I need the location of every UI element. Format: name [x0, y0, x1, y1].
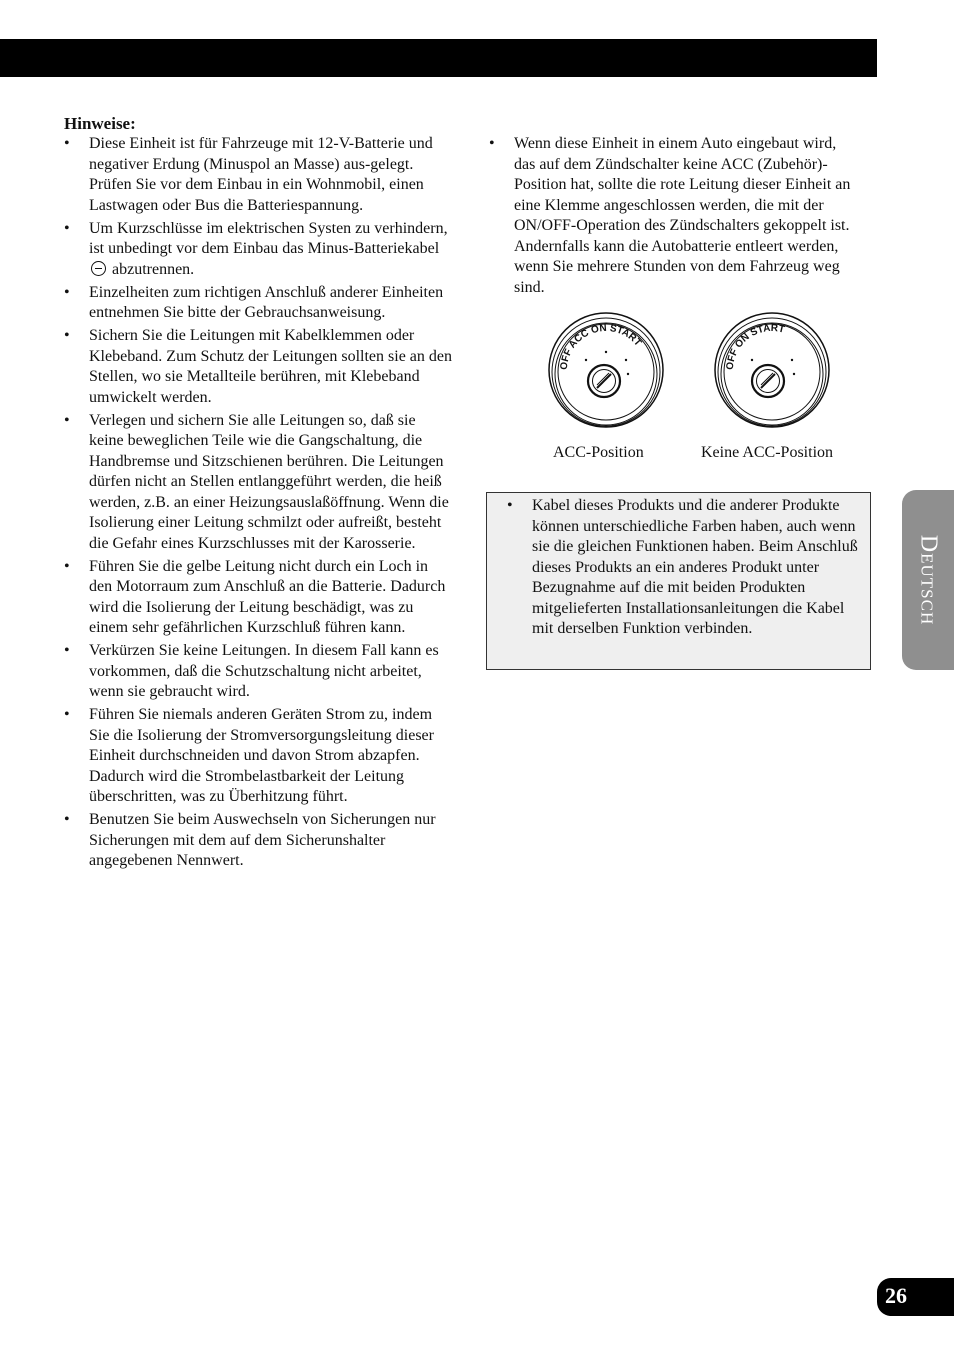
list-item: • Führen Sie niemals anderen Geräten Strom zu, indem Sie die Isolierung der Stromversorgungsleitung dieser Einheit durchschneiden und davon Strom abzapfen. Dadurch wird die Strombelastbarkeit der Leitung überschritten, was zu Überhitzung führt. [64, 705, 452, 808]
note-list [507, 496, 858, 640]
caption-no-acc-position: Keine ACC-Position [701, 444, 834, 461]
language-tab [902, 490, 954, 670]
minus-item-text: Um Kurzschlüsse im elektrischen Systen zu verhindern, ist unbedingt vor dem Einbau das Minus-Batteriekabel [89, 219, 448, 257]
header-bar [0, 39, 877, 77]
ignition-switch-acc-icon [546, 310, 666, 432]
switch-label-start: START [748, 322, 786, 339]
list-item: • Führen Sie die gelbe Leitung nicht durch ein Loch in den Motorraum zum Anschluß an die Batterie. Dadurch wird die Isolierung der Leitung beschädigt, was zu einem sehr gefährlichen Kurzschluß führen kann. [64, 557, 452, 639]
list-item [64, 219, 452, 281]
minus-terminal-icon [91, 261, 106, 276]
note-box [486, 492, 871, 670]
minus-item-text-end: abzutrennen. [112, 260, 195, 278]
page-number-badge [877, 1278, 954, 1316]
list-item: • Wenn diese Einheit in einem Auto eingebaut wird, das auf dem Zündschalter keine ACC (Zubehör)-Position hat, sollte die rote Leitung dieser Einheit an eine Klemme angeschlossen werden, die mit der ON/OFF-Operation des Zündschalters gekoppelt ist. Andernfalls kann die Autobatterie entleert werden, wenn Sie mehrere Stunden von dem Fahrzeug weg sind. [489, 134, 861, 298]
switch-label-off: OFF [558, 347, 575, 371]
list-item: • Verkürzen Sie keine Leitungen. In diesem Fall kann es vorkommen, daß die Schutzschaltung nicht arbeitet, wenn sie gebraucht wird. [64, 641, 452, 703]
notes-list [64, 134, 452, 872]
ignition-diagram [540, 310, 870, 470]
list-item: • Verlegen und sichern Sie alle Leitungen so, daß sie keine beweglichen Teile wie die Gangschaltung, die Handbremse und Sitzschienen berühren. Die Leitungen dürfen nicht an Stellen entlanggeführt werden, die heiß werden, z.B. an einer Heizungsauslaßöffnung. Wenn die Isolierung einer Leitung schmilzt oder aufreißt, besteht die Gefahr eines Kurzschlusses mit der Karosserie. [64, 411, 452, 555]
list-item: • Diese Einheit ist für Fahrzeuge mit 12-V-Batterie und negativer Erdung (Minuspol an Masse) aus-gelegt. Prüfen Sie vor dem Einbau in ein Wohnmobil, einen Lastwagen oder Bus die Batteriespannung. [64, 134, 452, 216]
language-tab-label: Deutsch [915, 534, 942, 626]
notes-heading: Hinweise: [64, 114, 136, 133]
caption-acc-position: ACC-Position [553, 444, 644, 461]
right-list [489, 134, 861, 298]
switch-label-acc: ACC [566, 327, 591, 351]
right-column [489, 134, 861, 301]
list-item: • Einzelheiten zum richtigen Anschluß anderer Einheiten entnehmen Sie bitte der Gebrauchsanweisung. [64, 283, 452, 324]
switch-label-off: OFF [724, 347, 741, 371]
ignition-switch-no-acc-icon [712, 310, 832, 432]
switch-label-on: ON [733, 331, 752, 351]
switch-label-start: START [609, 323, 644, 349]
switch-label-on: ON [589, 322, 608, 337]
list-item: • Sichern Sie die Leitungen mit Kabelklemmen oder Klebeband. Zum Schutz der Leitungen sollten sie an den Stellen, wo sie Metallteile berühren, mit Klebeband umwickelt werden. [64, 326, 452, 408]
list-item: • Kabel dieses Produkts und die anderer Produkte können unterschiedliche Farben haben, auch wenn sie die gleichen Funktionen haben. Beim Anschluß dieses Produkts an ein anderes Produkt unter Bezugnahme auf die mit beiden Produkten mitgelieferten Installationsanleitungen die Kabel mit derselben Funktion verbinden. [507, 496, 858, 640]
list-item: • Benutzen Sie beim Auswechseln von Sicherungen nur Sicherungen mit dem auf dem Sicherunshalter angegebenen Nennwert. [64, 810, 452, 872]
left-column [64, 114, 452, 874]
page-number: 26 [885, 1283, 907, 1308]
